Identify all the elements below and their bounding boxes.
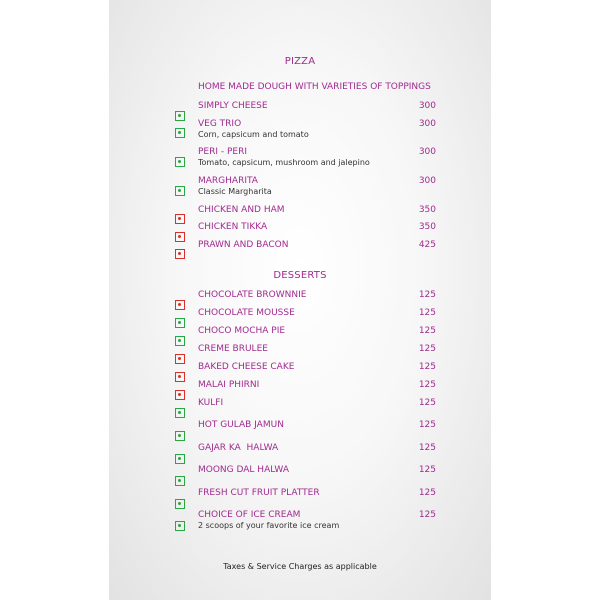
veg-indicator-icon <box>175 318 185 328</box>
item-price: 300 <box>418 176 436 186</box>
footer-note: Taxes & Service Charges as applicable <box>223 562 377 571</box>
item-price: 350 <box>418 205 436 215</box>
menu-item <box>198 119 436 140</box>
nonveg-indicator-icon <box>175 249 185 259</box>
item-price: 300 <box>418 147 436 157</box>
veg-indicator-icon <box>175 128 185 138</box>
nonveg-indicator-icon <box>175 232 185 242</box>
menu-item <box>198 443 436 454</box>
pizza-heading: PIZZA <box>284 56 316 67</box>
item-name: PERI - PERI <box>198 147 248 157</box>
item-name: CHOCO MOCHA PIE <box>198 326 286 336</box>
item-name: HOT GULAB JAMUN <box>198 420 284 430</box>
item-name: CHOCOLATE MOUSSE <box>198 308 295 318</box>
item-price: 125 <box>418 420 436 430</box>
item-name: FRESH CUT FRUIT PLATTER <box>198 488 320 498</box>
item-name: SIMPLY CHEESE <box>198 101 268 111</box>
item-name: MARGHARITA <box>198 176 258 186</box>
veg-indicator-icon <box>175 431 185 441</box>
menu-item <box>198 205 436 216</box>
veg-indicator-icon <box>175 521 185 531</box>
item-price: 125 <box>418 510 436 520</box>
item-description: Classic Margharita <box>198 187 272 196</box>
menu-item <box>198 488 436 499</box>
item-name: MALAI PHIRNI <box>198 380 260 390</box>
nonveg-indicator-icon <box>175 214 185 224</box>
nonveg-indicator-icon <box>175 354 185 364</box>
item-price: 125 <box>418 362 436 372</box>
item-name: MOONG DAL HALWA <box>198 465 289 475</box>
item-price: 125 <box>418 344 436 354</box>
menu-page <box>109 0 491 600</box>
veg-indicator-icon <box>175 186 185 196</box>
item-price: 425 <box>418 240 436 250</box>
menu-item <box>198 240 436 251</box>
item-name: GAJAR KA HALWA <box>198 443 279 453</box>
item-name: CHOCOLATE BROWNNIE <box>198 290 307 300</box>
veg-indicator-icon <box>175 336 185 346</box>
menu-item <box>198 147 436 168</box>
item-name: PRAWN AND BACON <box>198 240 289 250</box>
item-name: VEG TRIO <box>198 119 242 129</box>
menu-item <box>198 222 436 233</box>
menu-item <box>198 326 436 337</box>
item-price: 125 <box>418 290 436 300</box>
menu-item <box>198 380 436 391</box>
item-name: BAKED CHEESE CAKE <box>198 362 295 372</box>
nonveg-indicator-icon <box>175 300 185 310</box>
item-price: 300 <box>418 101 436 111</box>
item-description: 2 scoops of your favorite ice cream <box>198 521 340 530</box>
item-price: 125 <box>418 443 436 453</box>
menu-item <box>198 465 436 476</box>
menu-item <box>198 510 436 531</box>
item-name: CHOICE OF ICE CREAM <box>198 510 301 520</box>
veg-indicator-icon <box>175 454 185 464</box>
menu-item <box>198 344 436 355</box>
item-name: CREME BRULEE <box>198 344 268 354</box>
veg-indicator-icon <box>175 157 185 167</box>
item-name: CHICKEN AND HAM <box>198 205 285 215</box>
menu-item <box>198 362 436 373</box>
desserts-heading: DESSERTS <box>273 270 327 281</box>
menu-item <box>198 308 436 319</box>
item-description: Corn, capsicum and tomato <box>198 130 309 139</box>
menu-item <box>198 398 436 409</box>
item-price: 125 <box>418 308 436 318</box>
menu-item <box>198 176 436 197</box>
pizza-subheading: HOME MADE DOUGH WITH VARIETIES OF TOPPINGS <box>198 82 431 92</box>
item-name: KULFI <box>198 398 224 408</box>
menu-item <box>198 101 436 112</box>
veg-indicator-icon <box>175 111 185 121</box>
item-price: 125 <box>418 326 436 336</box>
veg-indicator-icon <box>175 408 185 418</box>
veg-indicator-icon <box>175 476 185 486</box>
item-price: 125 <box>418 465 436 475</box>
menu-item <box>198 290 436 301</box>
nonveg-indicator-icon <box>175 372 185 382</box>
item-price: 350 <box>418 222 436 232</box>
item-name: CHICKEN TIKKA <box>198 222 268 232</box>
item-price: 125 <box>418 380 436 390</box>
item-price: 300 <box>418 119 436 129</box>
menu-item <box>198 420 436 431</box>
item-price: 125 <box>418 398 436 408</box>
item-price: 125 <box>418 488 436 498</box>
item-description: Tomato, capsicum, mushroom and jalepino <box>198 158 370 167</box>
veg-indicator-icon <box>175 499 185 509</box>
nonveg-indicator-icon <box>175 390 185 400</box>
